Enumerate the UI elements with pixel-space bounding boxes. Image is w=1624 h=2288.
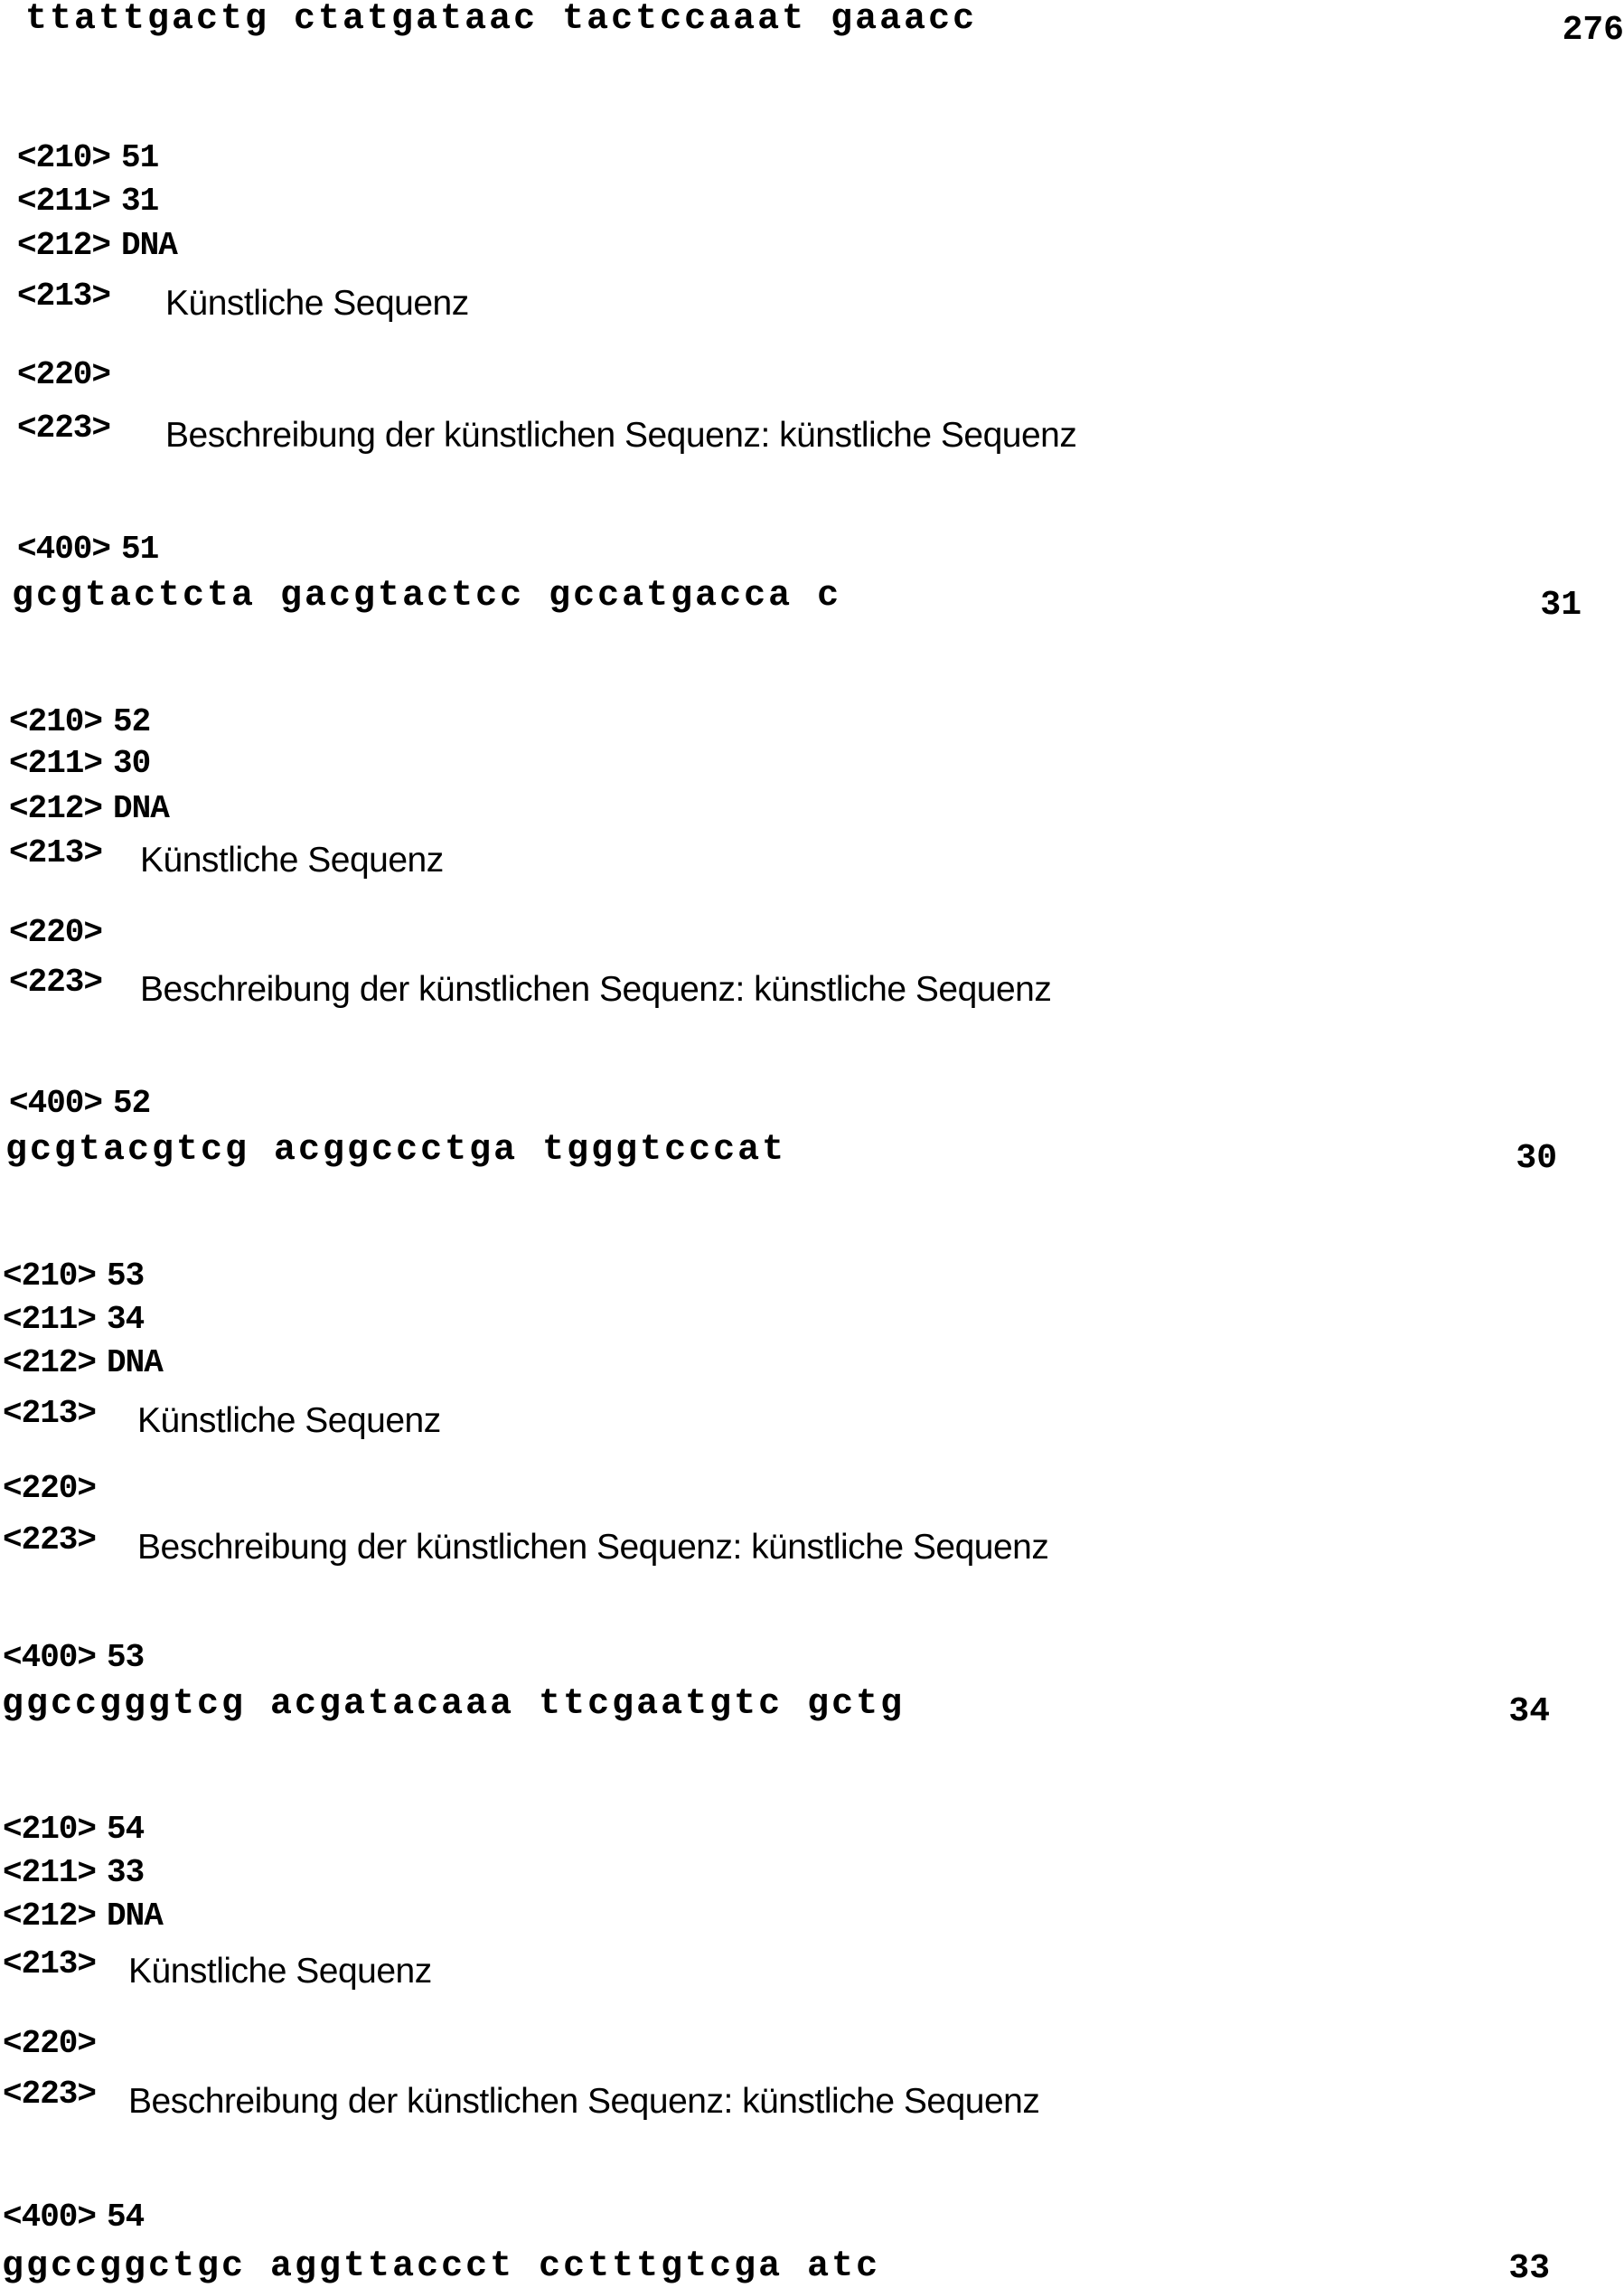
field-tag-400: <400> [3, 2201, 96, 2234]
field-tag-212: <212> [9, 793, 102, 825]
sequence-text: gcgtacgtcg acggccctga tgggtcccat [5, 1133, 786, 1169]
field-tag-220: <220> [9, 917, 102, 949]
field-tag-213: <213> [17, 280, 110, 313]
field-tag-223: <223> [3, 2078, 96, 2111]
field-value-210: 54 [107, 1813, 144, 1846]
field-tag-220: <220> [3, 1473, 96, 1505]
field-tag-400: <400> [17, 533, 110, 566]
field-value-211: 31 [121, 185, 158, 218]
sequence-count: 31 [1473, 586, 1582, 625]
field-value-211: 33 [107, 1857, 144, 1889]
field-tag-210: <210> [3, 1260, 96, 1293]
field-tag-210: <210> [9, 706, 102, 739]
field-value-212: DNA [113, 793, 169, 825]
sequence-count: 30 [1449, 1139, 1557, 1178]
field-value-213: Künstliche Sequenz [137, 1403, 441, 1438]
field-value-212: DNA [121, 230, 177, 262]
field-tag-212: <212> [3, 1900, 96, 1933]
field-value-212: DNA [107, 1347, 163, 1379]
field-value-210: 52 [113, 706, 150, 739]
field-value-212: DNA [107, 1900, 163, 1933]
field-value-400: 54 [107, 2201, 144, 2234]
field-value-213: Künstliche Sequenz [140, 843, 444, 878]
field-tag-213: <213> [9, 837, 102, 870]
field-tag-223: <223> [9, 966, 102, 999]
sequence-count: 33 [1441, 2249, 1550, 2288]
field-value-213: Künstliche Sequenz [128, 1954, 432, 1989]
field-tag-213: <213> [3, 1398, 96, 1430]
field-value-210: 53 [107, 1260, 144, 1293]
sequence-text: gcgtactcta gacgtactcc gccatgacca c [12, 579, 841, 615]
field-value-211: 34 [107, 1304, 144, 1336]
field-value-223: Beschreibung der künstlichen Sequenz: künstliche Sequenz [137, 1530, 1048, 1565]
field-tag-213: <213> [3, 1948, 96, 1981]
field-tag-220: <220> [3, 2028, 96, 2060]
field-tag-211: <211> [17, 185, 110, 218]
field-value-400: 53 [107, 1642, 144, 1674]
field-value-223: Beschreibung der künstlichen Sequenz: künstliche Sequenz [165, 418, 1076, 453]
field-tag-400: <400> [9, 1088, 102, 1120]
field-tag-223: <223> [3, 1524, 96, 1557]
sequence-count: 34 [1441, 1692, 1550, 1731]
field-value-210: 51 [121, 142, 158, 174]
field-tag-212: <212> [17, 230, 110, 262]
field-tag-223: <223> [17, 412, 110, 445]
field-tag-400: <400> [3, 1642, 96, 1674]
field-tag-211: <211> [9, 748, 102, 780]
field-value-211: 30 [113, 748, 150, 780]
field-tag-211: <211> [3, 1304, 96, 1336]
field-value-400: 51 [121, 533, 158, 566]
field-tag-212: <212> [3, 1347, 96, 1379]
field-tag-220: <220> [17, 359, 110, 391]
sequence-text: ttattgactg ctatgataac tactccaaat gaaacc [25, 2, 977, 38]
field-value-223: Beschreibung der künstlichen Sequenz: künstliche Sequenz [140, 972, 1051, 1007]
sequence-text: ggccggctgc aggttaccct cctttgtcga atc [2, 2249, 880, 2285]
field-tag-211: <211> [3, 1857, 96, 1889]
field-value-400: 52 [113, 1088, 150, 1120]
field-value-223: Beschreibung der künstlichen Sequenz: künstliche Sequenz [128, 2084, 1039, 2119]
sequence-count: 276 [1516, 11, 1624, 50]
field-value-213: Künstliche Sequenz [165, 286, 469, 321]
field-tag-210: <210> [3, 1813, 96, 1846]
field-tag-210: <210> [17, 142, 110, 174]
sequence-text: ggccgggtcg acgatacaaa ttcgaatgtc gctg [2, 1687, 905, 1723]
